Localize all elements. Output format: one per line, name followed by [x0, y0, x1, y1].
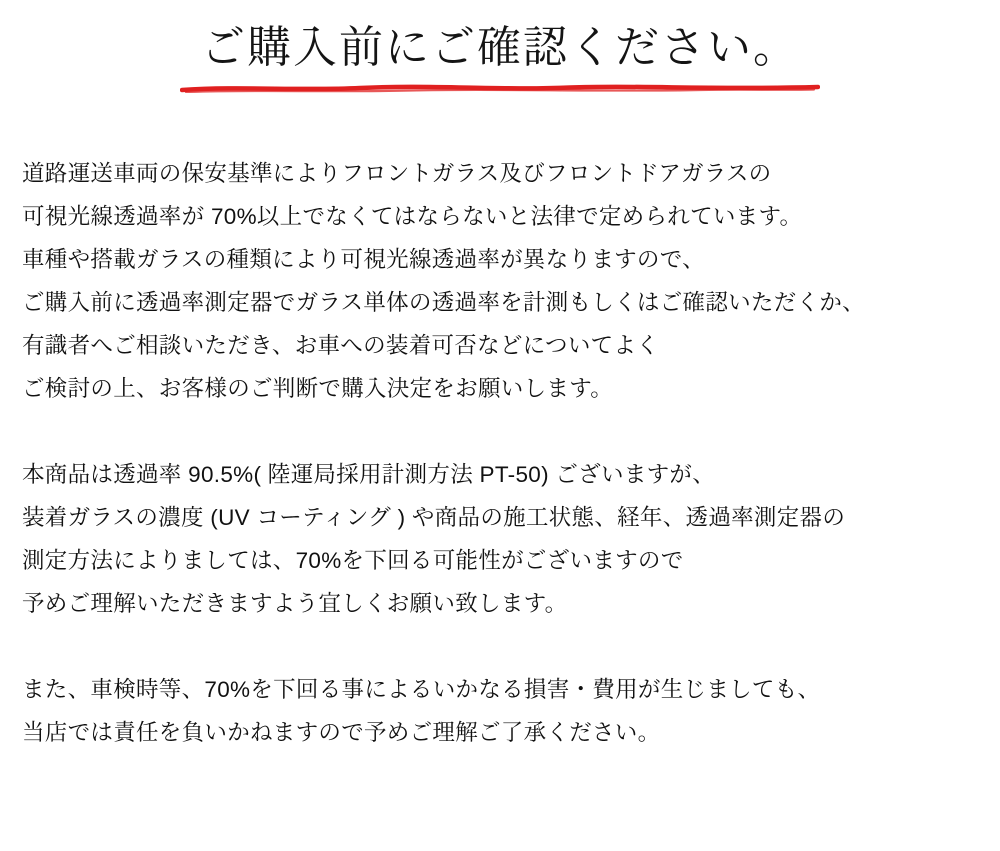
text-line: ご検討の上、お客様のご判断で購入決定をお願いします。 — [22, 376, 614, 401]
text-line: また、車検時等、70%を下回る事によるいかなる損害・費用が生じましても、 — [22, 677, 821, 702]
page-header — [0, 22, 1000, 93]
document-body — [22, 152, 982, 754]
paragraph-liability-disclaimer — [22, 668, 982, 754]
text-line: 予めご理解いただきますよう宜しくお願い致します。 — [22, 591, 568, 616]
text-line: 本商品は透過率 90.5%( 陸運局採用計測方法 PT-50) ございますが、 — [22, 462, 716, 487]
text-line: 当店では責任を負いかねますので予めご理解ご了承ください。 — [22, 720, 661, 745]
paragraph-legal-notice — [22, 152, 982, 410]
text-line: 測定方法によりましては、70%を下回る可能性がございますので — [22, 548, 684, 573]
text-line: 道路運送車両の保安基準によりフロントガラス及びフロントドアガラスの — [22, 161, 772, 186]
paragraph-product-transmittance — [22, 453, 982, 625]
text-line: ご購入前に透過率測定器でガラス単体の透過率を計測もしくはご確認いただくか、 — [22, 290, 865, 315]
red-underline-icon — [180, 83, 820, 93]
text-line: 装着ガラスの濃度 (UV コーティング ) や商品の施工状態、経年、透過率測定器の — [22, 505, 846, 530]
page-title: ご購入前にご確認ください。 — [201, 23, 799, 72]
paragraph-spacer — [22, 410, 982, 453]
text-line: 有識者へご相談いただき、お車への装着可否などについてよく — [22, 333, 660, 358]
paragraph-spacer — [22, 625, 982, 668]
text-line: 車種や搭載ガラスの種類により可視光線透過率が異なりますので、 — [22, 247, 705, 272]
text-line: 可視光線透過率が 70%以上でなくてはならないと法律で定められています。 — [22, 204, 803, 229]
